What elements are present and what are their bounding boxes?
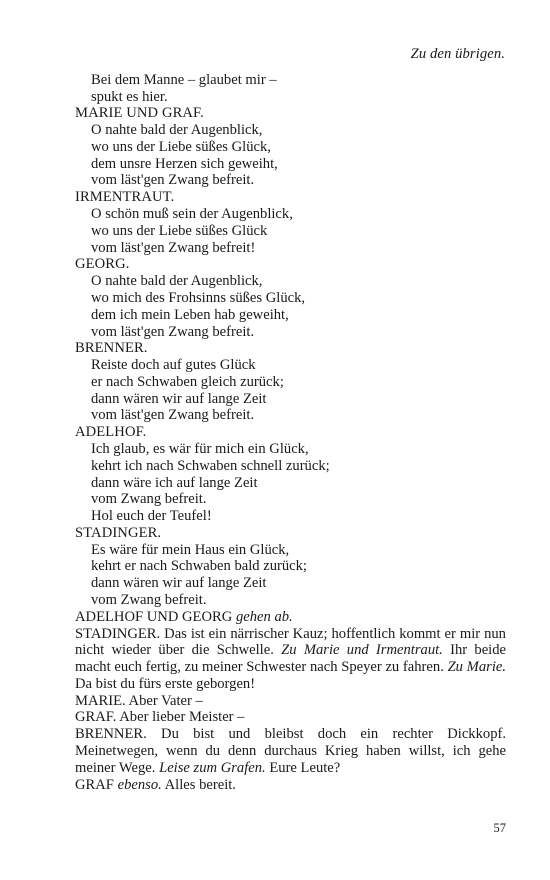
verse-line: wo mich des Frohsinns süßes Glück, <box>91 289 306 306</box>
graf-final-text: Alles bereit. <box>164 776 236 793</box>
prose-brenner <box>75 726 506 776</box>
exit-speakers: ADELHOF UND GEORG <box>75 608 233 625</box>
verse-line: vom läst'gen Zwang befreit. <box>91 407 255 424</box>
verse-line: dann wären wir auf lange Zeit <box>91 390 267 407</box>
verse-line: O schön muß sein der Augenblick, <box>91 206 293 223</box>
speaker-stadinger: STADINGER. <box>75 625 161 642</box>
verse-line: dem unsre Herzen sich geweiht, <box>91 155 278 172</box>
stage-direction-top: Zu den übrigen. <box>410 46 505 62</box>
speaker-marie: MARIE. <box>75 692 126 709</box>
verse-line: Reiste doch auf gutes Glück <box>91 357 256 374</box>
speaker-graf: GRAF. <box>75 709 117 726</box>
verse-line: Es wäre für mein Haus ein Glück, <box>91 541 290 558</box>
verse-section <box>75 72 506 609</box>
verse-line: dann wären wir auf lange Zeit <box>91 575 267 592</box>
verse-line: vom läst'gen Zwang befreit! <box>91 239 256 256</box>
verse-line: O nahte bald der Augenblick, <box>91 122 263 139</box>
stadinger-direction-2: Zu Marie. <box>447 659 506 676</box>
verse-line: er nach Schwaben gleich zurück; <box>91 373 284 390</box>
graf-final-direction: ebenso. <box>117 776 162 793</box>
exit-direction: gehen ab. <box>235 608 293 625</box>
verse-line: vom Zwang befreit. <box>91 592 207 608</box>
graf-text: Aber lieber Meister – <box>119 709 245 726</box>
verse-line: kehrt ich nach Schwaben schnell zurück; <box>91 457 330 474</box>
brenner-text-2: Eure Leute? <box>269 759 341 776</box>
verse-line: vom läst'gen Zwang befreit. <box>91 323 255 340</box>
marie-text: Aber Vater – <box>128 692 203 709</box>
page-body <box>75 46 506 793</box>
verse-line: Ich glaub, es wär für mich ein Glück, <box>91 440 309 457</box>
verse-line: vom läst'gen Zwang befreit. <box>91 172 255 189</box>
verse-line: Hol euch der Teufel! <box>91 508 212 525</box>
brenner-direction-1: Leise zum Grafen. <box>159 759 266 776</box>
speaker-name: GEORG. <box>75 256 130 273</box>
verse-line: kehrt er nach Schwaben bald zurück; <box>91 558 307 575</box>
speaker-brenner: BRENNER. <box>75 726 147 743</box>
verse-line: Bei dem Manne – glaubet mir – <box>91 71 277 88</box>
verse-line: vom Zwang befreit. <box>91 491 207 508</box>
verse-line: O nahte bald der Augenblick, <box>91 273 263 290</box>
speaker-name: ADELHOF. <box>75 424 147 441</box>
stadinger-text-3: Da bist du fürs erste geborgen! <box>75 675 256 692</box>
verse-line: wo uns der Liebe süßes Glück, <box>91 138 271 155</box>
verse-line: spukt es hier. <box>91 88 168 105</box>
speaker-graf-final: GRAF <box>75 776 114 793</box>
speaker-name: BRENNER. <box>75 340 148 357</box>
prose-graf <box>75 709 506 726</box>
verse-line: dem ich mein Leben hab geweiht, <box>91 306 289 323</box>
verse-line: wo uns der Liebe süßes Glück <box>91 222 268 239</box>
stadinger-direction-1: Zu Marie und Irmentraut. <box>281 642 443 659</box>
brenner-text-1: Du bist und bleibst doch ein rechter Dickkopf. Meinetwegen, wenn du denn durchaus Krieg haben willst, ich gehe meiner Wege. <box>75 726 507 776</box>
prose-graf-final <box>75 777 506 794</box>
stadinger-text-2: Ihr beide macht euch fertig, zu meiner Schwester nach Speyer zu fahren. <box>75 642 506 676</box>
exit-line <box>75 609 506 626</box>
speaker-name: STADINGER. <box>75 524 162 541</box>
page-number: 57 <box>493 821 506 835</box>
verse-line: dann wäre ich auf lange Zeit <box>91 474 258 491</box>
speaker-name: MARIE UND GRAF. <box>75 105 204 122</box>
speaker-name: IRMENTRAUT. <box>75 189 175 206</box>
prose-marie <box>75 693 506 710</box>
prose-stadinger <box>75 626 506 693</box>
stadinger-text-1: Das ist ein närrischer Kauz; hoffentlich kommt er mir nun nicht wieder über die Schwelle. <box>75 625 506 659</box>
